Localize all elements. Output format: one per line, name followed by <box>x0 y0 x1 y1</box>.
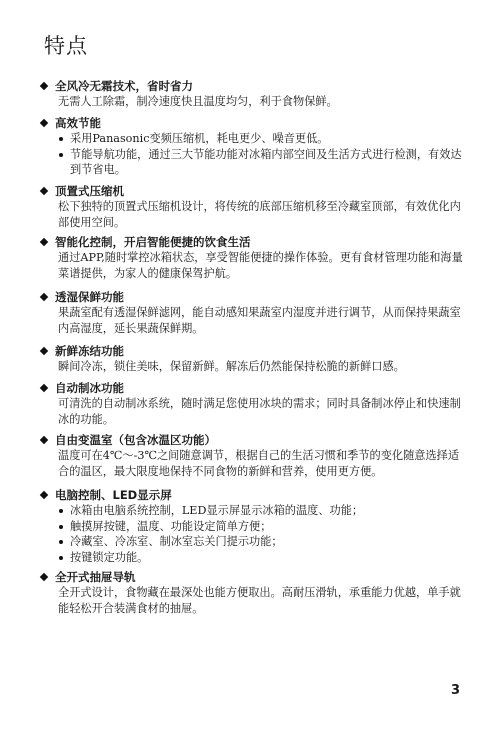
feature-top-compressor <box>38 183 468 230</box>
feature-variable-temp-room <box>38 432 468 479</box>
section-heading: 顶置式压缩机 <box>55 184 124 198</box>
feature-no-frost <box>38 78 468 110</box>
section-body: 通过APP,随时掌控冰箱状态，享受智能便捷的操作体验。更有食材管理功能和海量菜谱提供，为家人的健康保驾护航。 <box>58 251 463 280</box>
feature-auto-ice <box>38 380 468 427</box>
bullet-list <box>58 131 468 178</box>
section-heading: 自由变温室（包含冰温区功能） <box>55 433 216 447</box>
section-body: 瞬间冷冻，锁住美味，保留新鲜。解冻后仍然能保持松脆的新鲜口感。 <box>58 360 405 373</box>
list-item: 冰箱由电脑系统控制，LED显示屏显示冰箱的温度、功能； <box>58 503 468 519</box>
page-title: 特点 <box>44 34 88 58</box>
feature-energy-saving <box>38 115 468 178</box>
feature-led-display <box>38 487 468 565</box>
feature-smart-control <box>38 234 468 281</box>
diamond-bullet-icon <box>40 82 48 90</box>
list-item: 采用Panasonic变频压缩机，耗电更少、噪音更低。 <box>58 131 468 147</box>
list-item: 触摸屏按键，温度、功能设定简单方便； <box>58 519 468 535</box>
list-item: 节能导航功能，通过三大节能功能对冰箱内部空间及生活方式进行检测，有效达到节省电。 <box>58 147 468 178</box>
section-heading: 全风冷无霜技术，省时省力 <box>55 79 193 93</box>
diamond-bullet-icon <box>40 293 48 301</box>
list-item: 冷藏室、冷冻室、制冰室忘关门提示功能； <box>58 534 468 550</box>
section-body: 松下独特的顶置式压缩机设计，将传统的底部压缩机移至冷藏室顶部，有效优化内部使用空间。 <box>58 200 461 229</box>
diamond-bullet-icon <box>40 436 48 444</box>
section-body: 无需人工除霜，制冷速度快且温度均匀，利于食物保鲜。 <box>58 95 338 108</box>
section-heading: 自动制冰功能 <box>55 381 124 395</box>
diamond-bullet-icon <box>40 238 48 246</box>
section-body: 可清洗的自动制冰系统，随时满足您使用冰块的需求；同时具备制冰停止和快速制冰的功能。 <box>58 397 461 426</box>
section-body: 全开式设计，食物藏在最深处也能方便取出。高耐压滑轨，承重能力优越，单手就能轻松开合装满食材的抽屉。 <box>58 586 461 615</box>
section-body: 温度可在4℃～-3℃之间随意调节，根据自己的生活习惯和季节的变化随意选择适合的温区，最大限度地保持不同食物的新鲜和营养，使用更方便。 <box>58 449 460 478</box>
section-heading: 电脑控制、LED显示屏 <box>55 488 172 502</box>
feature-fresh-freeze <box>38 343 468 375</box>
section-heading: 高效节能 <box>55 116 101 130</box>
section-heading: 智能化控制，开启智能便捷的饮食生活 <box>55 235 251 249</box>
diamond-bullet-icon <box>40 187 48 195</box>
diamond-bullet-icon <box>40 384 48 392</box>
section-body: 果蔬室配有透湿保鲜滤网，能自动感知果蔬室内湿度并进行调节，从而保持果蔬室内高湿度，延长果蔬保鲜期。 <box>58 306 461 335</box>
feature-humidity-fresh <box>38 289 468 336</box>
feature-full-extension-drawer <box>38 569 468 616</box>
diamond-bullet-icon <box>40 347 48 355</box>
diamond-bullet-icon <box>40 573 48 581</box>
bullet-list <box>58 503 468 565</box>
diamond-bullet-icon <box>40 491 48 499</box>
section-heading: 新鲜冻结功能 <box>55 344 124 358</box>
list-item: 按键锁定功能。 <box>58 550 468 566</box>
section-heading: 全开式抽屉导轨 <box>55 570 136 584</box>
diamond-bullet-icon <box>40 119 48 127</box>
page-number: 3 <box>450 683 460 698</box>
section-heading: 透湿保鲜功能 <box>55 290 124 304</box>
